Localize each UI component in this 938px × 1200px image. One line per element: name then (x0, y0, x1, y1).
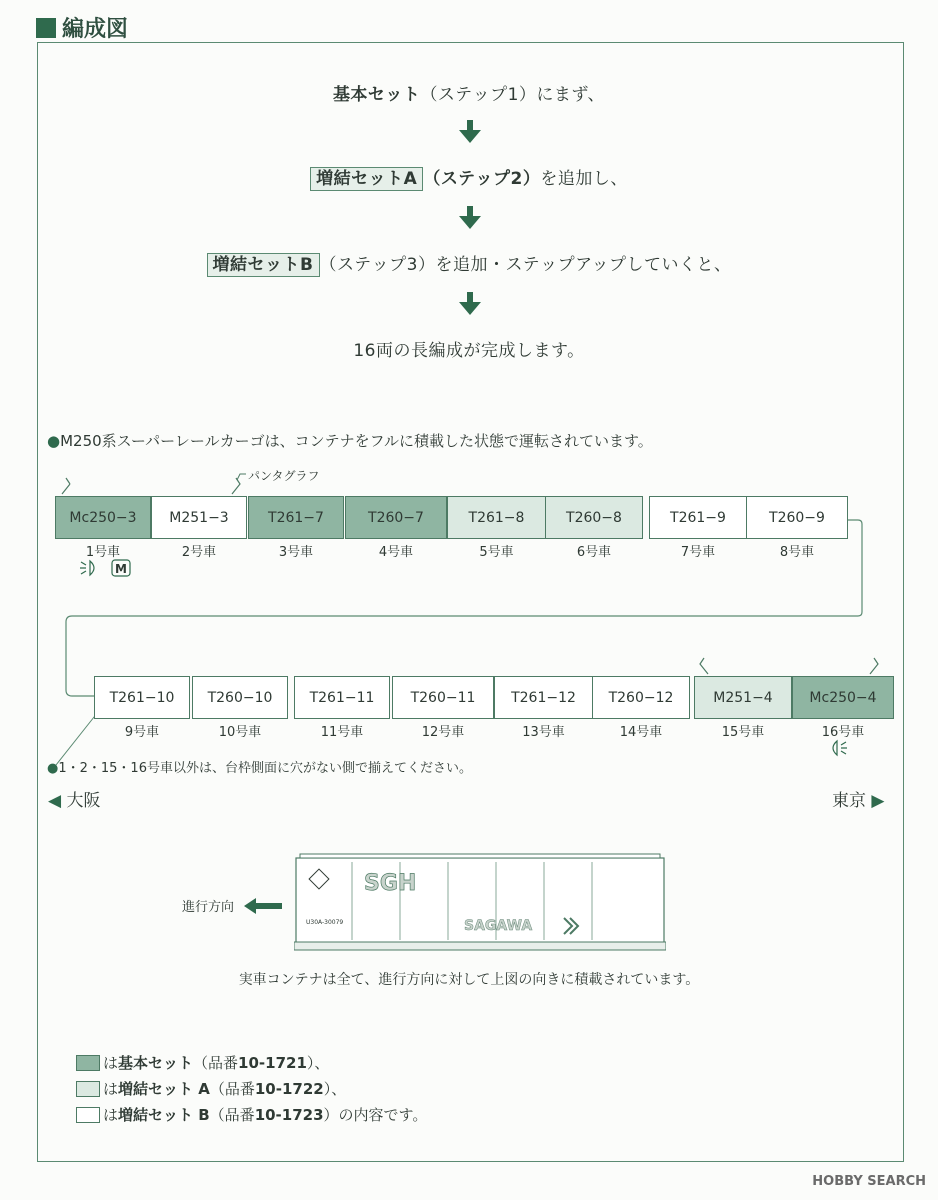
car-15 (694, 676, 792, 719)
car-number-label: 13号車 (522, 725, 565, 740)
car-number-label: 9号車 (124, 725, 160, 740)
legend-num: 10-1722 (254, 1079, 324, 1098)
motor-mark-text: M (115, 562, 127, 576)
car-name-label: Mc250−4 (809, 689, 877, 706)
car-6 (545, 496, 643, 539)
step-3-text: （ステップ3）を追加・ステップアップしていくと、 (319, 255, 732, 275)
car-number-label: 14号車 (619, 725, 663, 740)
note-2-text: 1・2・15・16号車以外は、台枠側面に穴がない側で揃えてください。 (58, 761, 472, 776)
car-11 (294, 676, 390, 719)
step-2-text: を追加し、 (540, 169, 628, 189)
legend-pre: は (103, 1054, 119, 1072)
car-name-label: M251−4 (713, 689, 773, 706)
car-number-label: 4号車 (378, 545, 414, 560)
bullet-icon: ● (47, 761, 59, 776)
car-13 (494, 676, 593, 719)
note-frame-side (47, 757, 472, 776)
car-3 (248, 496, 344, 539)
car-number-label: 16号車 (821, 725, 865, 740)
legend-num: 10-1721 (238, 1053, 307, 1072)
pantograph-icon (232, 478, 240, 494)
car-number-label: 8号車 (779, 545, 815, 560)
page-title: 編成図 (62, 17, 129, 42)
car-number-label: 10号車 (218, 725, 262, 740)
container-code: U30A-30079 (306, 919, 344, 926)
pantograph-label: パンタグラフ (248, 469, 320, 483)
legend-paren: （品番 (209, 1080, 255, 1098)
container-note: 実車コンテナは全て、進行方向に対して上図の向きに積載されています。 (238, 972, 700, 988)
car-1 (55, 496, 151, 539)
car-name-label: T261−10 (109, 689, 175, 706)
direction-label: 進行方向 (182, 900, 235, 915)
legend-bold: 基本セット (118, 1054, 194, 1072)
car-name-label: T260−8 (566, 509, 622, 526)
legend-pre: は (103, 1106, 119, 1124)
tokyo-label: 東京 (832, 791, 866, 811)
car-number-label: 7号車 (680, 545, 716, 560)
legend-paren: （品番 (193, 1054, 239, 1072)
hobby-search-watermark: HOBBY SEARCH (812, 1174, 926, 1189)
car-name-label: T260−12 (608, 689, 674, 706)
car-14 (592, 676, 690, 719)
car-name-label: T261−8 (468, 509, 525, 526)
car-name-label: Mc250−3 (69, 509, 137, 526)
car-9 (94, 676, 190, 719)
car-name-label: T260−11 (410, 689, 476, 706)
left-triangle-icon: ◀ (48, 791, 62, 811)
step-1-text: （ステップ1）にまず、 (420, 85, 606, 105)
car-16 (792, 676, 894, 719)
car-number-label: 5号車 (479, 545, 514, 560)
headlight-motor-icons (78, 558, 136, 578)
legend-post: ）の内容です。 (323, 1106, 428, 1124)
car-8 (746, 496, 848, 539)
car-2 (151, 496, 247, 539)
tokyo-direction (832, 786, 884, 811)
osaka-direction (48, 786, 100, 811)
step-3-box: 増結セットB (207, 253, 320, 277)
car-4 (345, 496, 447, 539)
legend-swatch (76, 1055, 100, 1071)
headlight-icon (80, 561, 94, 575)
legend-post: ）、 (323, 1080, 347, 1098)
legend-pre: は (103, 1080, 119, 1098)
legend-bold: 増結セット A (118, 1080, 210, 1098)
legend-bold: 増結セット B (118, 1106, 210, 1124)
legend-row (76, 1104, 427, 1125)
legend-paren: （品番 (209, 1106, 255, 1124)
right-triangle-icon: ▶ (871, 791, 885, 811)
car-10 (192, 676, 288, 719)
step-4-text: 16両の長編成が完成します。 (353, 341, 585, 361)
car-name-label: M251−3 (169, 509, 229, 526)
container-illustration (294, 852, 666, 954)
car-7 (649, 496, 747, 539)
pantograph-icon (62, 478, 70, 494)
note-1-text: M250系スーパーレールカーゴは、コンテナをフルに積載した状態で運転されています。 (60, 432, 653, 450)
osaka-label: 大阪 (66, 791, 101, 811)
car-5 (447, 496, 546, 539)
pantograph-icon (870, 658, 878, 674)
car-name-label: T261−11 (309, 689, 375, 706)
car-name-label: T260−9 (769, 509, 825, 526)
step-2-box: 増結セットA (310, 167, 423, 191)
sgh-logo: SGH (364, 871, 417, 896)
car-number-label: 1号車 (85, 545, 121, 560)
car-name-label: T260−7 (368, 509, 424, 526)
legend-num: 10-1723 (254, 1105, 324, 1124)
step-2-bold: （ステップ2） (423, 169, 541, 189)
car-number-label: 6号車 (576, 545, 612, 560)
legend-row (76, 1052, 329, 1073)
car-name-label: T261−9 (670, 509, 726, 526)
car-number-label: 11号車 (320, 725, 364, 740)
legend-swatch (76, 1107, 100, 1123)
car-number-label: 2号車 (181, 545, 217, 560)
sagawa-logo: SAGAWA (464, 918, 533, 934)
headlight-icon (826, 738, 850, 758)
pantograph-icon (700, 658, 708, 674)
car-12 (392, 676, 494, 719)
car-name-label: T261−7 (268, 509, 324, 526)
car-name-label: T261−12 (511, 689, 576, 706)
travel-direction (182, 896, 234, 915)
bullet-icon: ● (47, 432, 61, 450)
legend-post: ）、 (306, 1054, 330, 1072)
step-1-bold: 基本セット (332, 85, 421, 105)
legend-row (76, 1078, 346, 1099)
car-name-label: T260−10 (207, 689, 273, 706)
legend-swatch (76, 1081, 100, 1097)
left-arrow-icon (244, 898, 282, 914)
car-number-label: 12号車 (421, 725, 465, 740)
car-number-label: 15号車 (721, 725, 765, 740)
car-number-label: 3号車 (278, 545, 314, 560)
